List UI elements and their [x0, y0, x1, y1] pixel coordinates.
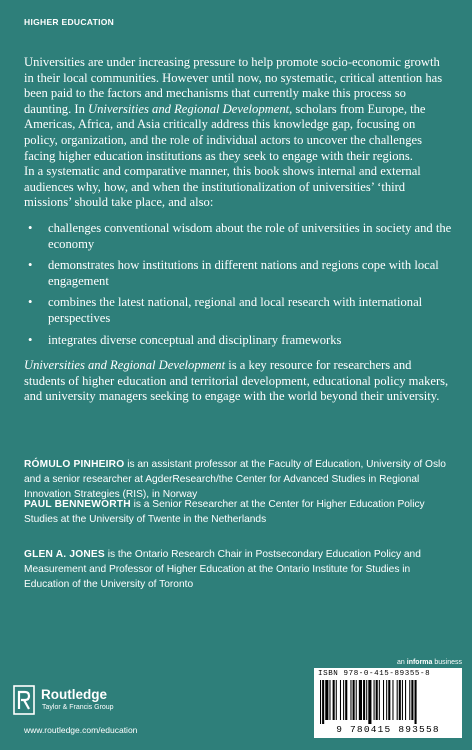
intro-text-end: , scholars from Europe, the Americas, Africa, and Asia critically address this knowledge gap, focusing on policy, organization, and the role of individual actors to uncover the challenges facing higher education institutions as they seek to engage with their regions.: [24, 101, 426, 163]
publisher-group: Taylor & Francis Group: [42, 704, 114, 711]
author-bio-text: is an assistant professor at the Faculty of Education, University of Oslo and a senior researcher at AgderResearch/the Center for Advanced Studies in Regional Innovation Strategies (RIS), in Norway: [24, 459, 446, 500]
feature-item: • integrates diverse conceptual and disciplinary frameworks: [24, 333, 452, 349]
feature-item: • demonstrates how institutions in different nations and regions cope with local engagement: [24, 258, 452, 289]
informa-prefix: an: [397, 659, 407, 666]
intro-paragraph: [24, 55, 452, 164]
author-name: RÓMULO PINHEIRO: [24, 459, 125, 470]
intro-text-start: Universities are under increasing pressure to help promote socio-economic growth in their local communities. However until now, no systematic, critical attention has been paid to the factors and mechanisms that currently make this process so daunting. In: [24, 55, 443, 116]
publisher-url: www.routledge.com/education: [24, 725, 138, 735]
book-title-inline: Universities and Regional Development: [24, 358, 226, 373]
author-bio-text: is a Senior Researcher at the Center for Higher Education Policy Studies at the University of Twente in the Netherlands: [24, 499, 425, 525]
closing-paragraph: [24, 358, 452, 405]
feature-item: • combines the latest national, regional and local research with international perspectives: [24, 295, 452, 326]
barcode-digits: 9 780415 893558: [336, 724, 440, 735]
publisher-logo: [13, 685, 153, 715]
author-name: GLEN A. JONES: [24, 549, 105, 560]
feature-item: • challenges conventional wisdom about the role of universities in society and the economy: [24, 221, 452, 252]
publisher-name: Routledge: [41, 687, 107, 702]
author-name: PAUL BENNEWORTH: [24, 499, 131, 510]
closing-text: is a key resource for researchers and students of higher education and territorial development, educational policy makers, and university managers seeking to engage with the world beyond their university.: [24, 358, 449, 404]
author-bio: [24, 457, 452, 502]
routledge-r-icon: [13, 685, 35, 715]
author-bio: [24, 497, 452, 527]
book-description: [24, 55, 452, 405]
author-bio: [24, 547, 452, 592]
isbn-barcode: [314, 668, 462, 738]
author-bio-text: is the Ontario Research Chair in Postsecondary Education Policy and Measurement and Professor of Higher Education at the Ontario Institute for Studies in Education of the University of Toronto: [24, 549, 421, 590]
informa-suffix: business: [432, 659, 462, 666]
feature-list: [24, 221, 452, 348]
barcode-bars: [320, 680, 456, 724]
book-title-inline: Universities and Regional Development: [88, 101, 290, 116]
lead-in-paragraph: In a systematic and comparative manner, this book shows internal and external audiences why, how, and when the institutionalization of universities’ ‘third missions’ should take place, and also:: [24, 164, 421, 210]
category-label: HIGHER EDUCATION: [24, 17, 115, 27]
informa-business-label: [397, 659, 462, 666]
isbn-text: ISBN 978-0-415-89355-8: [318, 670, 431, 678]
informa-brand: informa: [406, 659, 433, 666]
